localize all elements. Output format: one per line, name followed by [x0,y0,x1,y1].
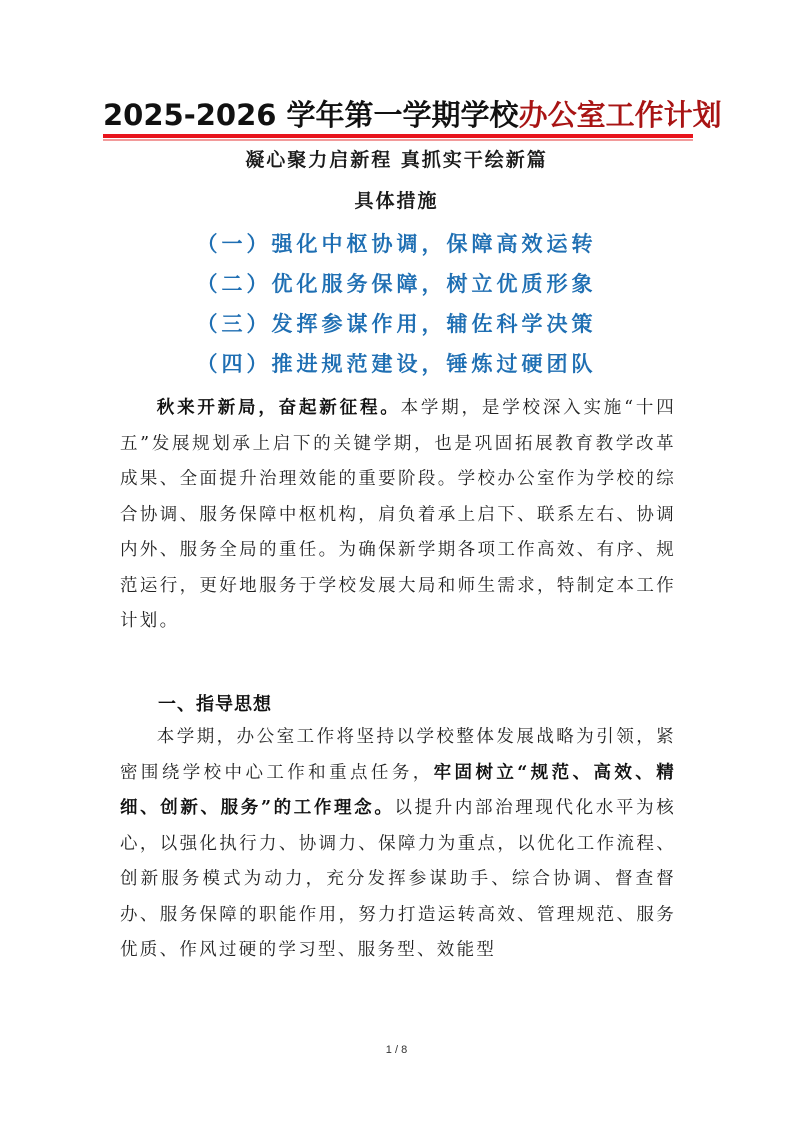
intro-lead: 秋来开新局，奋起新征程。 [156,398,401,418]
measure-item: （一）强化中枢协调，保障高效运转 [196,231,597,256]
measure-item: （二）优化服务保障，树立优质形象 [196,271,597,296]
document-title [103,97,722,133]
intro-body: 本学期，是学校深入实施“十四五”发展规划承上启下的关键学期，也是巩固拓展教育教学改革成果、全面提升治理效能的重要阶段。学校办公室作为学校的综合协调、服务保障中枢机构，肩负着承上启下、联系左右、协调内外、服务全局的重任。为确保新学期各项工作高效、有序、规范运行，更好地服务于学校发展大局和师生需求，特制定本工作计划。 [120,398,676,631]
measure-item: （三）发挥参谋作用，辅佐科学决策 [196,311,597,336]
guiding-emphasis: 牢固树立“规范、高效、精细、创新、服务”的工作理念。 [120,762,677,818]
page-indicator: 1 / 8 [385,1044,408,1056]
measure-item: （四）推进规范建设，锤炼过硬团队 [196,351,597,376]
intro-paragraph [120,391,676,640]
title-divider-thick [103,134,693,138]
guiding-text-a: 本学期，办公室工作将坚持以学校整体发展战略为引领，紧密围绕学校中心工作和重点任务， [120,727,676,783]
title-prefix: 2025-2026 学年第一学期学校 [103,98,519,132]
title-divider-thin [103,139,693,141]
title-highlight: 办公室工作计划 [518,98,722,132]
guiding-text-b: 以提升内部治理现代化水平为核心，以强化执行力、协调力、保障力为重点，以优化工作流程、创新服务模式为动力，充分发挥参谋助手、综合协调、督查督办、服务保障的职能作用，努力打造运转高效、管理规范、服务优质、作风过硬的学习型、服务型、效能型 [120,798,677,960]
section-heading: 一、指导思想 [158,694,272,715]
document-subtitle: 凝心聚力启新程 真抓实干绘新篇 [245,149,548,171]
guiding-paragraph [120,720,676,969]
section-label: 具体措施 [354,190,439,212]
